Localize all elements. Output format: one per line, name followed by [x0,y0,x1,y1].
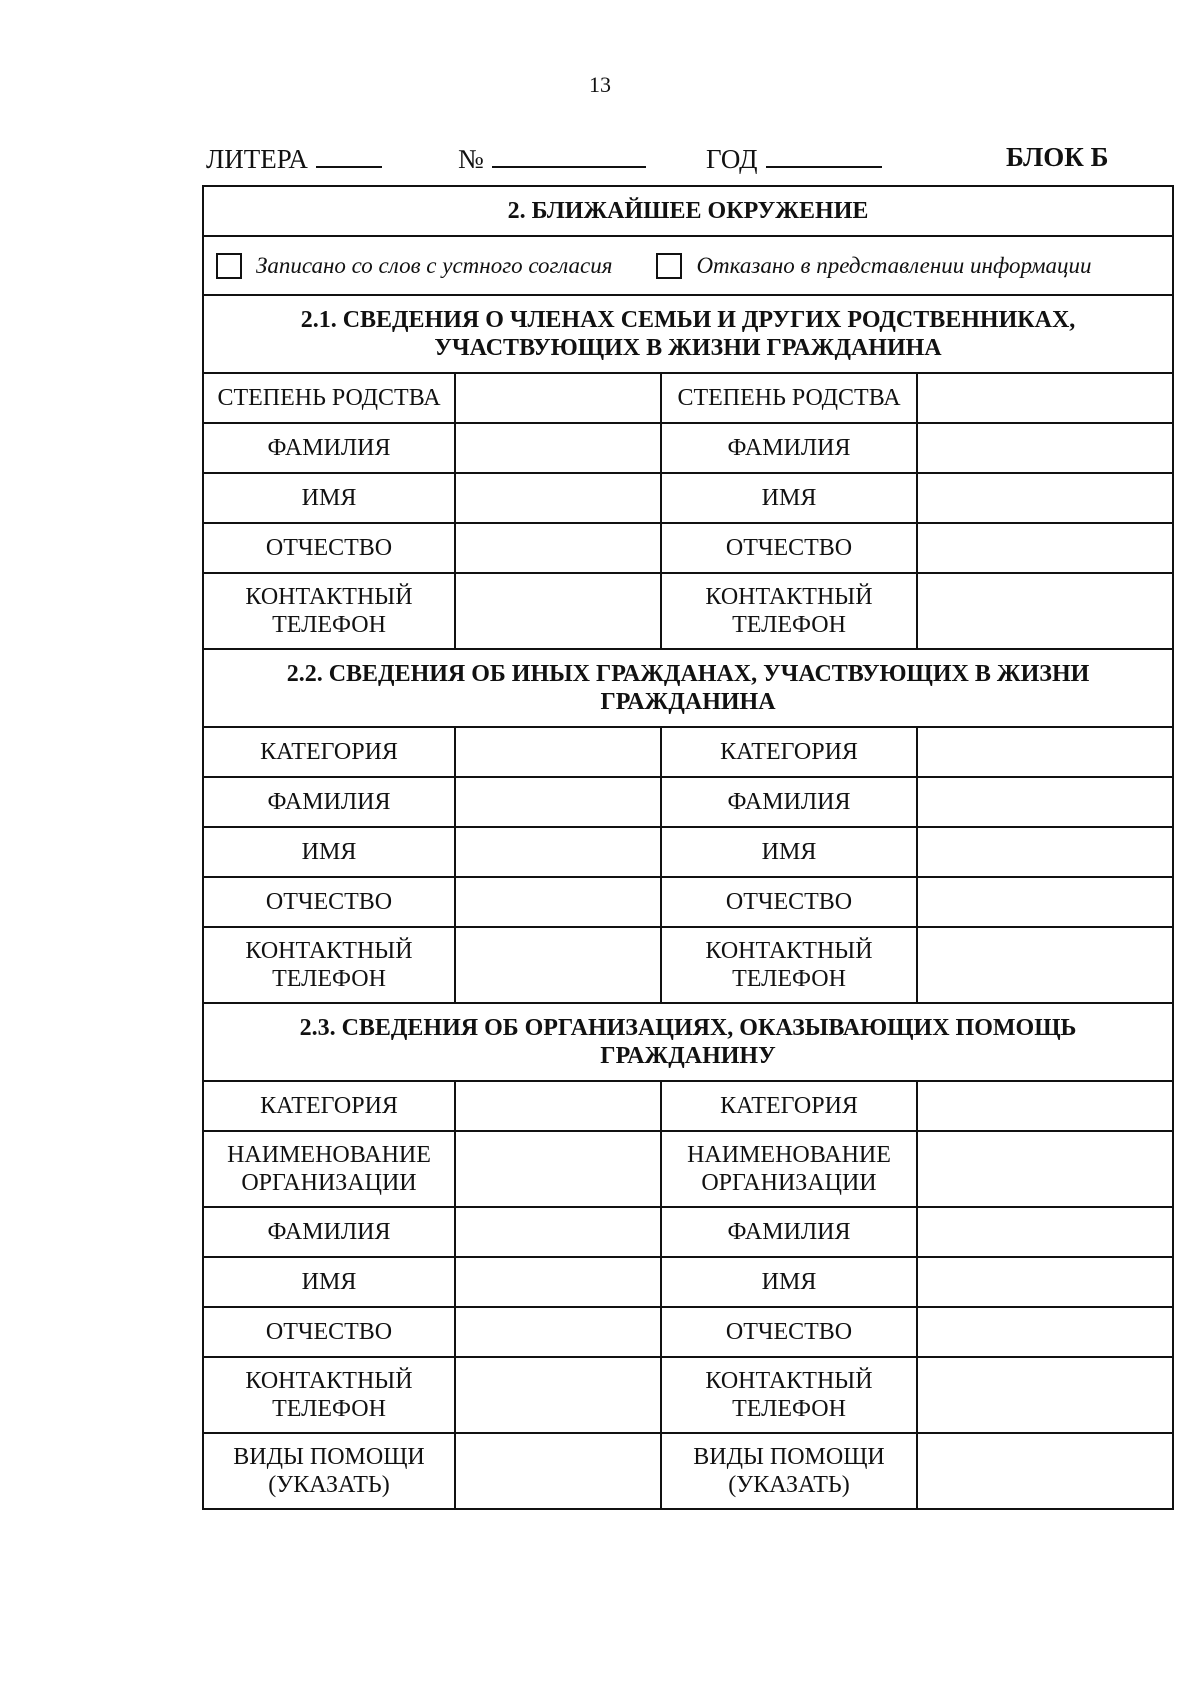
field-label-line: ОТЧЕСТВО [265,1319,393,1345]
field-label [661,877,917,927]
field-value[interactable] [917,423,1173,473]
field-label-line: ВИДЫ ПОМОЩИ [693,1444,885,1470]
field-label-line: НАИМЕНОВАНИЕ [227,1142,431,1168]
field-label-line: ФАМИЛИЯ [267,435,391,461]
refusal-label: Отказано в представлении информации [696,252,1092,278]
field-label-line: (УКАЗАТЬ) [728,1472,850,1498]
field-value[interactable] [917,1131,1173,1207]
field-label [661,827,917,877]
field-value[interactable] [455,523,661,573]
litera-label: ЛИТЕРА [206,144,308,174]
field-value[interactable] [917,1207,1173,1257]
field-value[interactable] [917,777,1173,827]
year-label: ГОД [706,144,758,174]
year-field[interactable] [706,142,882,175]
field-label [203,1131,455,1207]
field-value[interactable] [455,1433,661,1509]
field-label [661,473,917,523]
field-label-line: ИМЯ [301,485,357,511]
field-value[interactable] [455,573,661,649]
field-label-line: ТЕЛЕФОН [732,966,846,992]
field-label-line: СТЕПЕНЬ РОДСТВА [217,385,441,411]
field-value[interactable] [917,1081,1173,1131]
field-label [661,1081,917,1131]
field-value[interactable] [917,727,1173,777]
field-label-line: КОНТАКТНЫЙ [245,938,413,964]
field-label [661,777,917,827]
field-value[interactable] [455,777,661,827]
field-label-line: КОНТАКТНЫЙ [705,584,873,610]
section-title-other-citizens [203,649,1173,727]
field-label-line: ИМЯ [761,1269,817,1295]
consent-checkbox[interactable] [216,253,242,279]
field-value[interactable] [917,1257,1173,1307]
section-title-family-relatives [203,295,1173,373]
section-title-line: ГРАЖДАНИНА [600,689,776,715]
field-value[interactable] [455,373,661,423]
field-label-line: ОТЧЕСТВО [725,889,853,915]
field-label [203,1307,455,1357]
consent-row [203,236,1173,295]
field-value[interactable] [917,1433,1173,1509]
field-label-line: ВИДЫ ПОМОЩИ [233,1444,425,1470]
consent-label: Записано со слов с устного согласия [256,252,613,278]
field-value[interactable] [917,473,1173,523]
field-value[interactable] [455,423,661,473]
section-title-line: ГРАЖДАНИНУ [600,1043,776,1069]
field-label-line: ТЕЛЕФОН [732,612,846,638]
section-title-line: 2.2. СВЕДЕНИЯ ОБ ИНЫХ ГРАЖДАНАХ, УЧАСТВУЮЩИХ В ЖИЗНИ [286,661,1090,687]
field-label-line: КАТЕГОРИЯ [720,1093,858,1119]
field-label [203,373,455,423]
field-value[interactable] [917,373,1173,423]
field-label-line: ОТЧЕСТВО [265,535,393,561]
litera-blank[interactable] [316,142,382,168]
field-label [203,473,455,523]
field-label [661,523,917,573]
field-label-line: ФАМИЛИЯ [267,1219,391,1245]
year-blank[interactable] [766,142,882,168]
field-label-line: СТЕПЕНЬ РОДСТВА [677,385,901,411]
field-label-line: ИМЯ [761,839,817,865]
field-label-line: ФАМИЛИЯ [727,435,851,461]
field-value[interactable] [455,1081,661,1131]
field-label-line: ТЕЛЕФОН [732,1396,846,1422]
field-label-line: ФАМИЛИЯ [267,789,391,815]
field-value[interactable] [455,1357,661,1433]
field-label-line: ОРГАНИЗАЦИИ [701,1170,877,1196]
field-label-line: ТЕЛЕФОН [272,1396,386,1422]
field-label [661,573,917,649]
field-value[interactable] [917,927,1173,1003]
field-label [203,827,455,877]
field-label [203,927,455,1003]
litera-field[interactable] [206,142,382,175]
field-label-line: ОТЧЕСТВО [265,889,393,915]
field-value[interactable] [455,927,661,1003]
number-field[interactable] [458,142,646,175]
form-title: 2. БЛИЖАЙШЕЕ ОКРУЖЕНИЕ [203,186,1173,236]
field-label [203,1207,455,1257]
field-label-line: ТЕЛЕФОН [272,966,386,992]
field-label [203,1433,455,1509]
field-label-line: КАТЕГОРИЯ [260,739,398,765]
field-label [661,1307,917,1357]
field-value[interactable] [455,473,661,523]
field-label-line: ИМЯ [301,1269,357,1295]
field-label-line: ИМЯ [301,839,357,865]
field-value[interactable] [455,1307,661,1357]
field-label [661,423,917,473]
field-value[interactable] [455,727,661,777]
field-label [203,423,455,473]
refusal-checkbox[interactable] [656,253,682,279]
form-table [202,185,1174,1510]
field-label [203,1081,455,1131]
field-label [203,1357,455,1433]
field-label-line: КОНТАКТНЫЙ [705,938,873,964]
field-label-line: (УКАЗАТЬ) [268,1472,390,1498]
field-label [203,573,455,649]
field-label [203,1257,455,1307]
field-label [661,1207,917,1257]
section-title-line: 2.1. СВЕДЕНИЯ О ЧЛЕНАХ СЕМЬИ И ДРУГИХ РОДСТВЕННИКАХ, [300,307,1076,333]
field-label [661,927,917,1003]
field-value[interactable] [455,1207,661,1257]
field-label-line: ОРГАНИЗАЦИИ [241,1170,417,1196]
section-title-line: 2.3. СВЕДЕНИЯ ОБ ОРГАНИЗАЦИЯХ, ОКАЗЫВАЮЩИХ ПОМОЩЬ [299,1015,1077,1041]
field-value[interactable] [917,877,1173,927]
field-label [661,727,917,777]
block-label: БЛОК Б [1006,142,1109,172]
field-value[interactable] [917,827,1173,877]
field-label [661,1257,917,1307]
field-label [203,777,455,827]
field-label [661,373,917,423]
field-label [203,523,455,573]
field-label-line: ФАМИЛИЯ [727,789,851,815]
field-label-line: КАТЕГОРИЯ [260,1093,398,1119]
page-number: 13 [589,72,611,97]
field-value[interactable] [917,1357,1173,1433]
field-label-line: КАТЕГОРИЯ [720,739,858,765]
field-label-line: ФАМИЛИЯ [727,1219,851,1245]
field-label [661,1433,917,1509]
field-label-line: НАИМЕНОВАНИЕ [687,1142,891,1168]
field-value[interactable] [455,827,661,877]
field-label-line: ОТЧЕСТВО [725,1319,853,1345]
field-label [661,1131,917,1207]
section-title-organizations [203,1003,1173,1081]
field-label-line: ОТЧЕСТВО [725,535,853,561]
field-value[interactable] [917,523,1173,573]
field-value[interactable] [917,1307,1173,1357]
field-value[interactable] [455,877,661,927]
field-label-line: КОНТАКТНЫЙ [245,1368,413,1394]
field-label-line: ИМЯ [761,485,817,511]
number-blank[interactable] [492,142,646,168]
field-label [203,727,455,777]
number-label: № [458,144,484,174]
field-label-line: КОНТАКТНЫЙ [245,584,413,610]
field-value[interactable] [917,573,1173,649]
field-value[interactable] [455,1131,661,1207]
field-label-line: КОНТАКТНЫЙ [705,1368,873,1394]
field-label [661,1357,917,1433]
field-label-line: ТЕЛЕФОН [272,612,386,638]
section-title-line: УЧАСТВУЮЩИХ В ЖИЗНИ ГРАЖДАНИНА [434,335,942,361]
field-value[interactable] [455,1257,661,1307]
field-label [203,877,455,927]
